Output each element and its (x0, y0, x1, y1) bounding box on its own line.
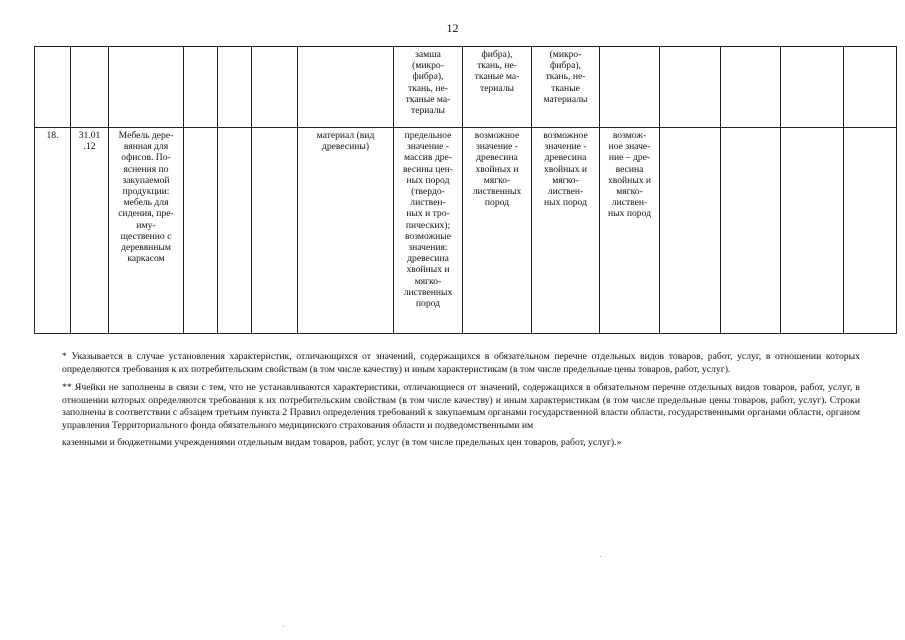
page-number: 12 (446, 21, 459, 35)
table-cell: предельное значение - массив дре- весины цен- ных пород (твердо- листвен- ных и тро- пических); возможные значения: древесина хвойных и мягко- лиственных пород (394, 128, 463, 334)
table-cell: (микро- фибра), ткань, не- тканые материалы (532, 47, 600, 128)
characteristic-cell: материал (вид древесины) (298, 128, 394, 334)
footnote-2-end: казенными и бюджетными учреждениями отдельным видам товаров, работ, услуг (в том числе предельных цен товаров, работ, услуг).» (62, 436, 622, 448)
table-cell (252, 128, 298, 334)
table-cell (218, 128, 252, 334)
table-cell (781, 47, 844, 128)
table-cell: возмож- ное значе- ние – дре- весина хвойных и мягко- листвен- ных пород (600, 128, 660, 334)
table-row (35, 47, 897, 128)
table-cell (35, 47, 71, 128)
table-cell: возможное значение - древесина хвойных и мягко- лиственных пород (463, 128, 532, 334)
table-cell (721, 47, 781, 128)
table-cell: возможное значение - древесина хвойных и мягко- листвен- ных пород (532, 128, 600, 334)
table-cell (71, 47, 109, 128)
row-number-cell: 18. (35, 128, 71, 334)
table-cell (298, 47, 394, 128)
table-cell (721, 128, 781, 334)
table-cell (184, 128, 218, 334)
table-cell: замша (микро- фибра), ткань, не- тканые ма- териалы (394, 47, 463, 128)
table-cell (660, 47, 721, 128)
table-row (35, 128, 897, 334)
table-cell: фибра), ткань, не- тканые ма- териалы (463, 47, 532, 128)
table-cell (660, 128, 721, 334)
okpd-code-cell: 31.01 .12 (71, 128, 109, 334)
requirements-table (34, 46, 897, 334)
table-cell (781, 128, 844, 334)
table-cell (218, 47, 252, 128)
table-cell (600, 47, 660, 128)
footnote-1: * Указывается в случае установления характеристик, отличающихся от значений, содержащихся в обязательном перечне отдельных видов товаров, работ, услуг, в отношении которых определяются требования к их потребительским свойствам (в том числе качеству) и иным характеристикам (в том числе предельные цены товаров, работ, услуг). (62, 351, 860, 375)
table-cell (844, 128, 897, 334)
footnote-2: ** Ячейки не заполнены в связи с тем, что не устанавливаются характеристики, отличающиеся от значений, содержащихся в обязательном перечне отдельных видов товаров, работ, услуг, в отношении которых определяются требования к их потребительским свойствам (в том числе качеству) и иным характеристикам (в том числе предельные цены товаров, работ, услуг). Строки заполнены в соответствии с абзацем третьим пункта 2 Правил определения требований к закупаемым органами государственной власти области, государственными органами области, органом управления Территориального фонда обязательного медицинского страхования области и подведомственными им (62, 382, 860, 431)
table-cell (184, 47, 218, 128)
table-cell (109, 47, 184, 128)
scan-speck (283, 626, 284, 627)
table-cell (844, 47, 897, 128)
product-name-cell: Мебель дере- вянная для офисов. По- яснения по закупаемой продукции: мебель для сидения, пре- иму- щественно с деревянным каркасом (109, 128, 184, 334)
footnotes (62, 351, 860, 449)
table-cell (252, 47, 298, 128)
scan-speck (600, 556, 601, 557)
